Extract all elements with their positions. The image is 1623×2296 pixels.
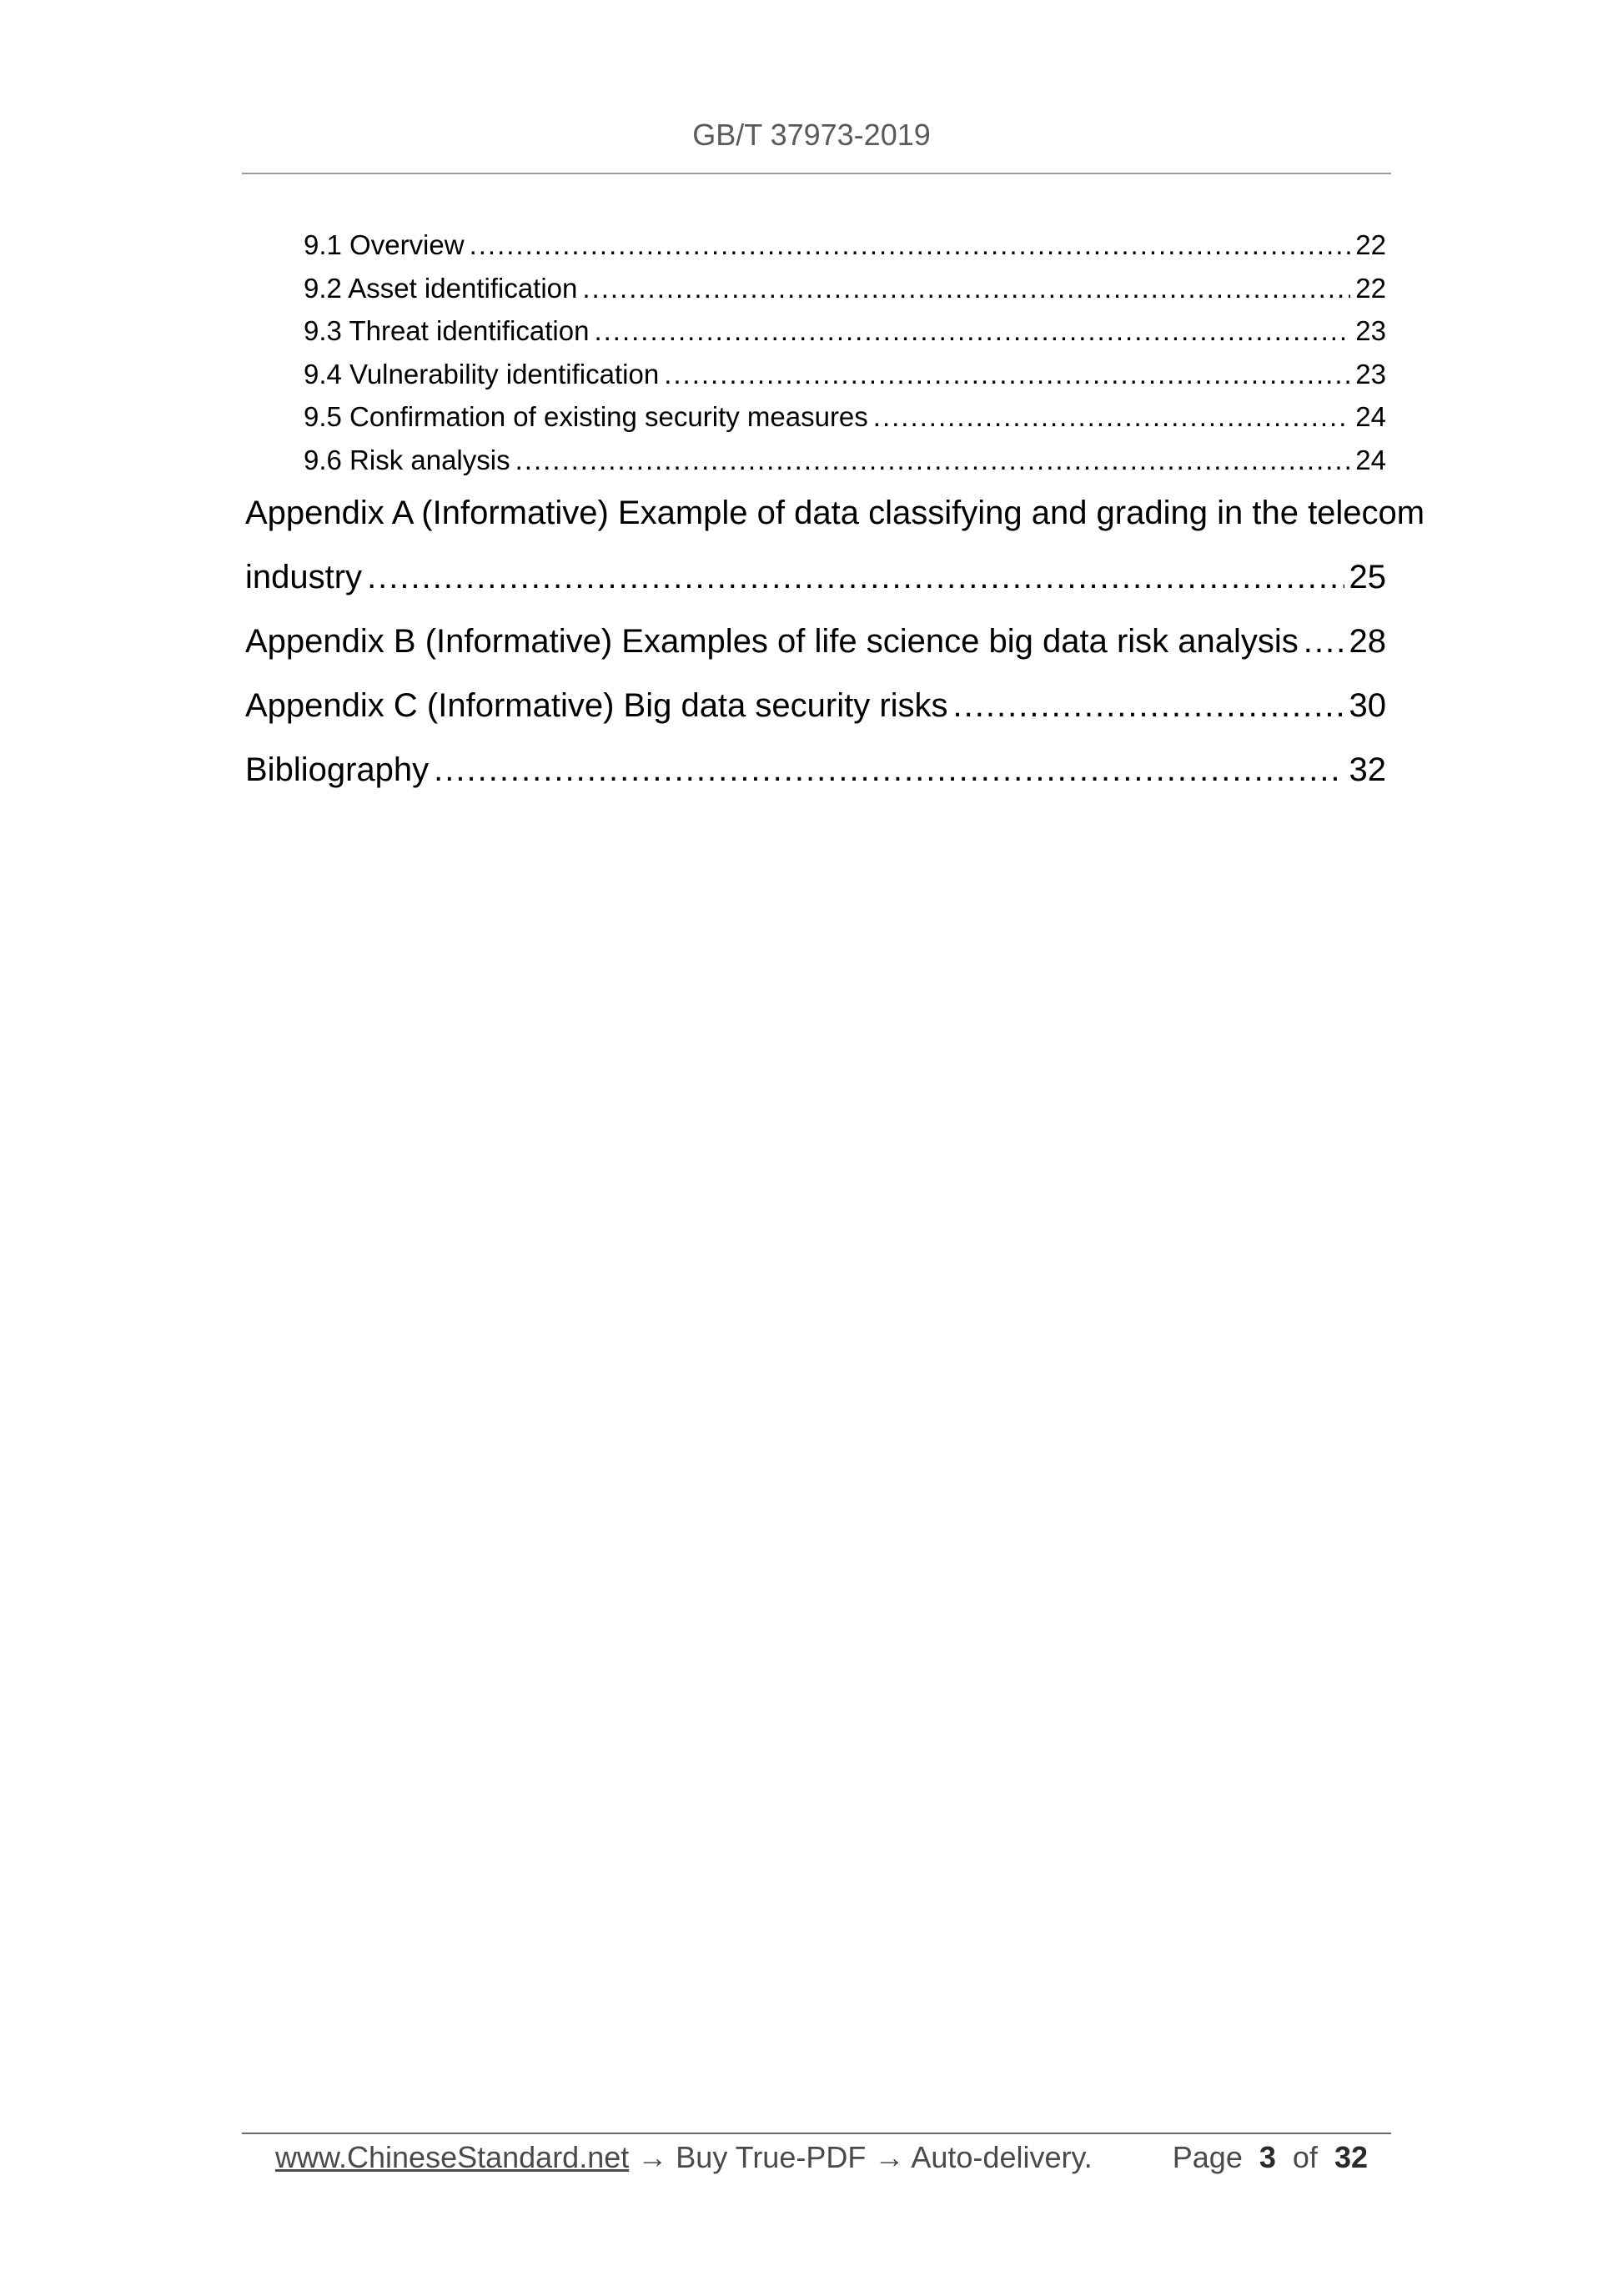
toc-entry-page: 23 <box>1355 358 1386 389</box>
toc-entry-appendix-a-line2 <box>245 545 1386 610</box>
toc-dot-leader <box>953 674 1344 738</box>
toc-entry-appendix-c[interactable] <box>245 674 1386 738</box>
toc-entry-appendix-b[interactable] <box>245 610 1386 674</box>
toc-entry-page: 23 <box>1355 315 1386 346</box>
toc-entry-9-6[interactable] <box>245 439 1386 482</box>
toc-dot-leader <box>367 545 1344 610</box>
toc-dot-leader <box>1304 610 1344 674</box>
toc-entry-9-1[interactable] <box>245 224 1386 267</box>
of-word: of <box>1292 2140 1318 2174</box>
toc-entry-9-4[interactable] <box>245 353 1386 396</box>
footer-promo <box>275 2137 1093 2178</box>
toc-entry-page: 24 <box>1355 444 1386 475</box>
footer-buy-text: Buy True-PDF <box>676 2140 867 2174</box>
footer-divider <box>242 2133 1391 2134</box>
toc-entry-page: 30 <box>1349 687 1386 724</box>
toc-entry-page: 22 <box>1355 272 1386 304</box>
toc-entry-9-3[interactable] <box>245 309 1386 353</box>
toc-dot-leader <box>470 224 1351 267</box>
toc-dot-leader <box>664 353 1350 396</box>
toc-entry-label: Bibliography <box>245 751 430 788</box>
toc-entry-label: 9.6 Risk analysis <box>304 444 510 475</box>
toc-entry-9-5[interactable] <box>245 395 1386 439</box>
toc-entry-page: 24 <box>1355 401 1386 432</box>
page-current: 3 <box>1259 2140 1276 2174</box>
toc-entry-page: 25 <box>1349 559 1386 595</box>
toc-dot-leader <box>434 738 1344 802</box>
toc-entry-label-line1: Appendix A (Informative) Example of data classifying and grading in the telecom <box>245 495 1425 531</box>
page-number <box>1173 2137 1368 2178</box>
footer-website-link[interactable]: www.ChineseStandard.net <box>275 2140 630 2174</box>
toc-entry-page: 28 <box>1349 623 1386 660</box>
toc-entry-page: 32 <box>1349 751 1386 788</box>
toc-entry-label: 9.3 Threat identification <box>304 315 590 346</box>
toc-entry-label: 9.1 Overview <box>304 229 465 260</box>
toc-dot-leader <box>515 439 1351 482</box>
arrow-right-icon: → <box>637 2140 668 2174</box>
toc-dot-leader <box>594 309 1350 353</box>
toc-entry-label: 9.2 Asset identification <box>304 272 578 304</box>
page-footer <box>275 2137 1368 2178</box>
toc-entry-appendix-a[interactable] <box>245 481 1425 610</box>
toc-entry-label: 9.4 Vulnerability identification <box>304 358 660 389</box>
page-word: Page <box>1172 2140 1243 2174</box>
page-total: 32 <box>1334 2140 1368 2174</box>
toc-entry-label: Appendix C (Informative) Big data security risks <box>245 687 948 724</box>
toc-entry-page: 22 <box>1355 229 1386 260</box>
table-of-contents <box>245 224 1425 802</box>
toc-dot-leader <box>873 395 1350 439</box>
toc-entry-label-line2: industry <box>245 559 363 595</box>
toc-dot-leader <box>582 267 1350 310</box>
arrow-right-icon: → <box>874 2140 905 2174</box>
toc-entry-bibliography[interactable] <box>245 738 1386 802</box>
toc-entry-label: Appendix B (Informative) Examples of life science big data risk analysis <box>245 623 1299 660</box>
page-header-title: GB/T 37973-2019 <box>692 118 931 152</box>
header-divider <box>242 173 1391 174</box>
footer-delivery-text: Auto-delivery. <box>911 2140 1093 2174</box>
toc-entry-label: 9.5 Confirmation of existing security measures <box>304 401 868 432</box>
toc-entry-9-2[interactable] <box>245 267 1386 310</box>
